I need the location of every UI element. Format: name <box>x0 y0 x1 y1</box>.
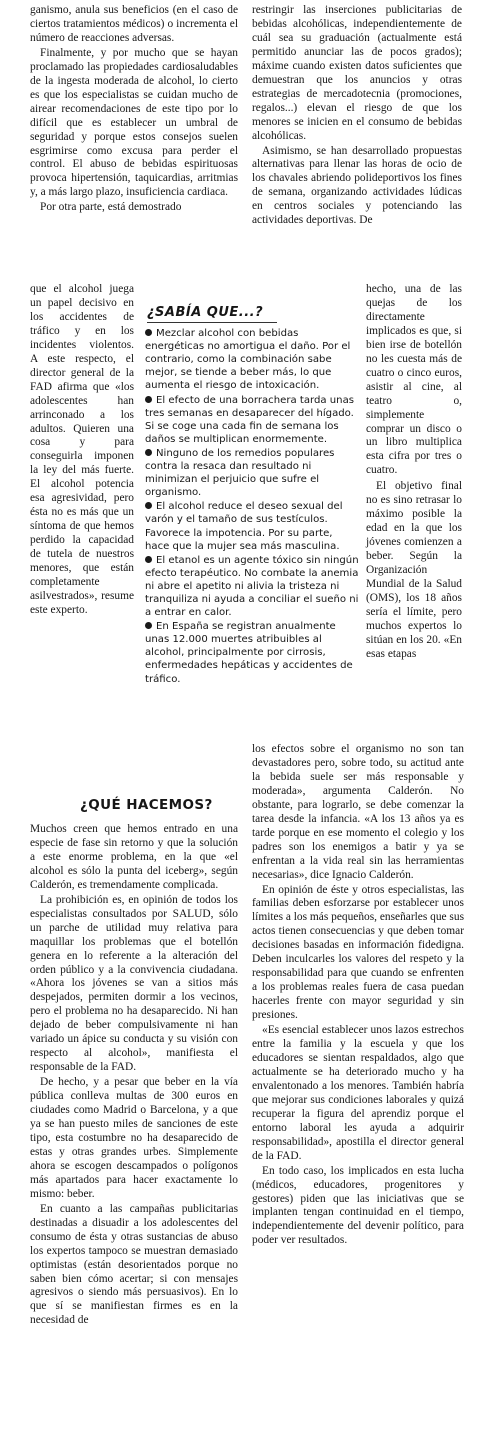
sidebar-item <box>145 554 359 619</box>
sidebar-item <box>145 447 359 499</box>
article-column-left-narrow <box>30 283 134 618</box>
paragraph: En cuanto a las campañas publicitarias destinadas a disuadir a los adolescentes del consumo de ésta y otras sustancias de abuso los expertos tampoco se muestran demasiado optimistas (están desorientados porque no saben bien cómo acertar; si con mensajes agresivos o siendo más persuasivos). En lo que sí se manifiestan firmes es en la necesidad de <box>30 1202 238 1327</box>
sidebar-box-sabia-que <box>145 306 359 687</box>
bullet-icon <box>145 449 152 456</box>
sidebar-item <box>145 500 359 552</box>
paragraph: «Es esencial establecer unos lazos estrechos entre la familia y la escuela y que los educadores se sientan respaldados, algo que actualmente se ha deteriorado mucho y ha envalentonado a los menores. También habría que mejorar sus condiciones laborales y quizá recuperar la figura del aprendiz porque el entorno laboral les ayuda a adquirir responsabilidad», apostilla el director general de la FAD. <box>252 1024 464 1162</box>
paragraph: hecho, una de las quejas de los directamente implicados es que, si bien irse de botellón no les cuesta más de cuatro o cinco euros, asistir al cine, al teatro o, simplemente comprar un disco o un libro multiplica esta cifra por tres o cuatro. <box>366 283 462 477</box>
bullet-icon <box>145 556 152 563</box>
article-column-left-top <box>30 4 238 216</box>
paragraph: La prohibición es, en opinión de todos los especialistas consultados por SALUD, sólo un parche de utilidad muy relativa para maquillar los problemas que el botellón genera en lo referente a la alteración del orden público y a la convivencia ciudadana. «Ahora los jóvenes se van a sitios más despejados, permiten dormir a los vecinos, pero el problema no ha desaparecido. Ni han dejado de beber compulsivamente ni han variado un ápice su conducta y su visión con respecto al alcohol», manifiesta el responsable de la FAD. <box>30 893 238 1074</box>
paragraph: ganismo, anula sus beneficios (en el caso de ciertos tratamientos médicos) o incrementa el número de reacciones adversas. <box>30 4 238 44</box>
paragraph: Asimismo, se han desarrollado propuestas alternativas para llenar las horas de ocio de los chavales abriendo polideportivos los fines de semana, organizando actividades lúdicas en centros sociales y potenciando las actividades deportivas. De <box>252 144 462 227</box>
article-column-right-top <box>252 4 462 229</box>
sidebar-item-text: Mezclar alcohol con bebidas energéticas no amortigua el daño. Por el contrario, como la combinación sabe mejor, se tiende a beber más, lo que aumenta el riesgo de intoxicación. <box>145 328 351 392</box>
sidebar-item-text: El etanol es un agente tóxico sin ningún efecto terapéutico. No combate la anemia ni abre el apetito ni alivia la tristeza ni tranquiliza ni ayuda a conciliar el sueño ni a entrar en calor. <box>145 554 359 619</box>
bullet-icon <box>145 502 152 509</box>
paragraph: En todo caso, los implicados en esta lucha (médicos, educadores, progenitores y gestores) piden que las iniciativas que se implanten tengan continuidad en el tiempo, independientemente del devenir político, para poder ver resultados. <box>252 1164 464 1247</box>
paragraph: Muchos creen que hemos entrado en una especie de fase sin retorno y que la solución a este enorme problema, en la que «el alcohol es sólo la punta del iceberg», según Calderón, es tremendamente complicada. <box>30 823 238 891</box>
sidebar-item-text: El alcohol reduce el deseo sexual del varón y el tamaño de sus testículos. Favorece la impotencia. Por su parte, hace que la mujer sea más masculina. <box>145 501 343 552</box>
paragraph: El objetivo final no es sino retrasar lo máximo posible la edad en la que los jóvenes comienzen a beber. Según la Organización Mundial de la Salud (OMS), los 18 años sería el límite, pero muchos expertos lo sitúan en los 20. «En esas etapas <box>366 480 462 660</box>
paragraph: Finalmente, y por mucho que se hayan proclamado las propiedades cardiosaludables de la ingesta moderada de alcohol, lo cierto es que los especialistas se cuidan mucho de airear recomendaciones de este tipo por lo difícil que es establecer un umbral de seguridad y porque estos consejos suelen esgrimirse como excusa para perder el control. El abuso de bebidas espirituosas provoca hipertensión, taquicardias, arritmias y, a más largo plazo, insuficiencia cardiaca. <box>30 46 238 199</box>
paragraph: En opinión de éste y otros especialistas, las familias deben esforzarse por establecer unos límites a los más pequeños, enseñarles que sus actos tienen consecuencias y que deben tomar decisiones basadas en información fidedigna. Deben inculcarles los valores del respeto y la responsabilidad para que cuando se enfrenten a los problemas reales fuera de casa puedan hacerles frente con mayor seguridad y sin presiones. <box>252 883 464 1022</box>
sidebar-item-text: El efecto de una borrachera tarda unas tres semanas en desaparecer del hígado. Si se coge una cada fin de semana los daños se multiplican enormemente. <box>145 394 355 445</box>
paragraph: De hecho, y a pesar que beber en la vía pública conlleva multas de 300 euros en ciudades como Madrid o Barcelona, y a que ya se han puesto miles de sanciones de este tipo, esta costumbre no ha desaparecido de estas y otras grandes urbes. Simplemente ahora se escogen descampados o polígonos más apartados para hacer exactamente lo mismo: beber. <box>30 1076 238 1200</box>
article-column-left-bottom <box>30 823 238 1329</box>
paragraph: los efectos sobre el organismo no son tan devastadores pero, sobre todo, su actitud ante la bebida suele ser más responsable y moderada», argumenta Calderón. No obstante, para lograrlo, se debe comenzar la tarea desde la infancia. «A los 13 años ya es tarde porque en ese momento el colegio y los padres son los enemigos a batir y ya se enfrentan a la vida real sin las herramientas necesarias», dice Ignacio Calderón. <box>252 743 464 881</box>
sidebar-item <box>145 394 359 446</box>
sidebar-title: ¿SABÍA QUE...? <box>147 306 277 323</box>
paragraph: Por otra parte, está demostrado <box>40 201 182 214</box>
section-heading: ¿QUÉ HACEMOS? <box>80 797 213 813</box>
sidebar-item <box>145 620 359 685</box>
sidebar-item-text: En España se registran anualmente unas 12.000 muertes atribuibles al alcohol, principalmente por cirrosis, enfermedades hepáticas y accidentes de tráfico. <box>145 621 353 685</box>
paragraph: que el alcohol juega un papel decisivo en los accidentes de tráfico y en los incidentes violentos. A este respecto, el director general de la FAD afirma que «los adolescentes han arrinconado a los adultos. Quieren una cosa y para conseguirla imponen la ley del más fuerte. El alcohol potencia esa agresividad, pero ésta no es más que un síntoma de que hemos perdido la capacidad de tutela de nuestros menores, que están completamente asilvestrados», resume este experto. <box>30 283 134 616</box>
article-column-right-narrow <box>366 283 462 662</box>
article-column-right-bottom <box>252 743 464 1249</box>
sidebar-item <box>145 327 359 392</box>
paragraph: restringir las inserciones publicitarias de bebidas alcohólicas, independientemente de cuál sea su graduación (actualmente está permitido anunciar las de pocos grados); máxime cuando existen datos suficientes que demuestran que los anuncios y otras estrategias de mercadotecnia (promociones, regalos...) elevan el riesgo de que los menores se inicien en el consumo de bebidas alcohólicas. <box>252 4 462 142</box>
bullet-icon <box>145 622 152 629</box>
bullet-icon <box>145 396 152 403</box>
bullet-icon <box>145 329 152 336</box>
sidebar-item-text: Ninguno de los remedios populares contra la resaca dan resultado ni minimizan el perjuicio que sufre el organismo. <box>145 447 335 499</box>
